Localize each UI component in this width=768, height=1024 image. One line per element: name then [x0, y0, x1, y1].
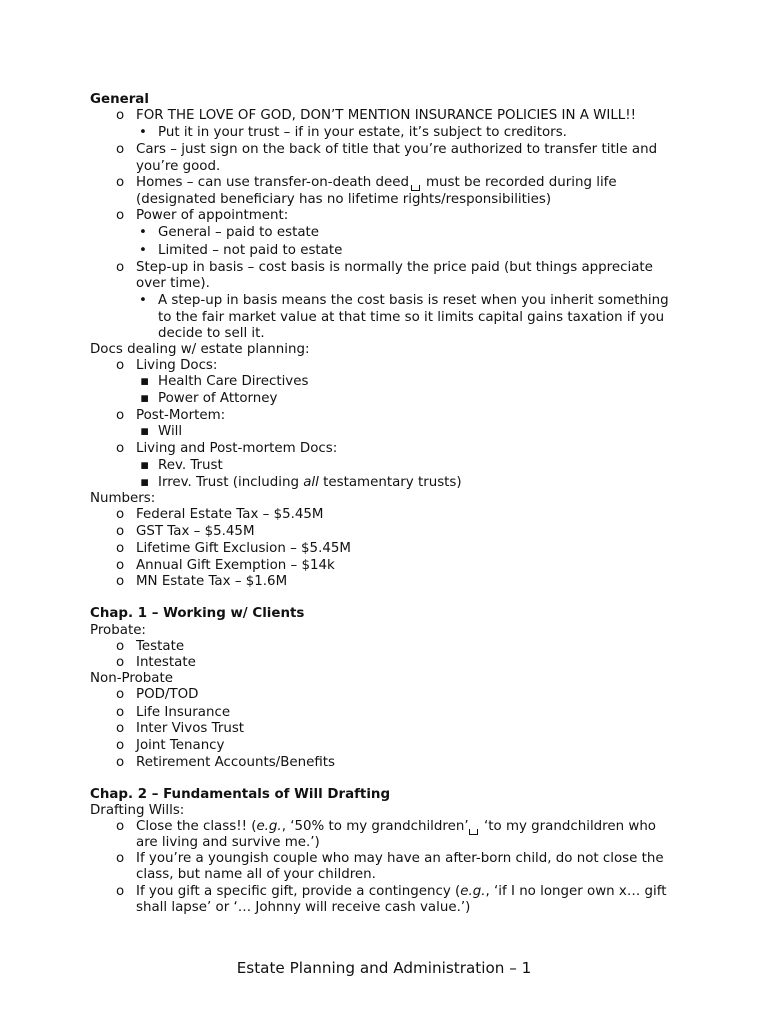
circle-marker: o [116, 358, 125, 373]
list-item: Federal Estate Tax – $5.45M [136, 507, 324, 522]
bullet-marker: • [139, 293, 147, 308]
square-marker: ▪ [140, 391, 150, 406]
subheading-nonprobate: Non-Probate [90, 671, 173, 686]
circle-marker: o [116, 208, 125, 223]
list-item-continued: class, but name all of your children. [136, 867, 376, 882]
circle-marker: o [116, 721, 125, 736]
list-item: Joint Tenancy [136, 738, 225, 753]
docs-heading: Docs dealing w/ estate planning: [90, 342, 310, 357]
list-item-continued: over time). [136, 276, 210, 291]
circle-marker: o [116, 175, 125, 190]
circle-marker: o [116, 260, 125, 275]
list-item: Retirement Accounts/Benefits [136, 755, 336, 770]
circle-marker: o [116, 558, 125, 573]
list-item: Intestate [136, 655, 196, 670]
list-item: If you gift a specific gift, provide a contingency (e.g., ‘if I no longer own x… gift [136, 884, 667, 899]
page-footer: Estate Planning and Administration – 1 [236, 959, 532, 977]
circle-marker: o [116, 655, 125, 670]
list-item: A step-up in basis means the cost basis is reset when you inherit something [158, 293, 669, 308]
square-marker: ▪ [140, 458, 150, 473]
list-item: GST Tax – $5.45M [136, 524, 255, 539]
circle-marker: o [116, 524, 125, 539]
arrow-icon [411, 185, 420, 191]
circle-marker: o [116, 142, 125, 157]
circle-marker: o [116, 755, 125, 770]
circle-marker: o [116, 408, 125, 423]
list-item: Life Insurance [136, 705, 231, 720]
list-item: General – paid to estate [158, 225, 320, 240]
bullet-marker: • [139, 125, 147, 140]
list-item: Will [158, 424, 183, 439]
list-item: If you’re a youngish couple who may have an after-born child, do not close the [136, 851, 664, 866]
arrow-icon [469, 829, 478, 835]
list-item-continued: decide to sell it. [158, 326, 265, 341]
circle-marker: o [116, 441, 125, 456]
list-item-continued: shall lapse’ or ‘… Johnny will receive cash value.’) [136, 900, 471, 915]
list-item: Close the class!! (e.g., ‘50% to my grandchildren’ [136, 819, 469, 834]
list-item-continued: must be recorded during life [426, 175, 617, 190]
list-item-continued: (designated beneficiary has no lifetime rights/responsibilities) [136, 192, 552, 207]
circle-marker: o [116, 639, 125, 654]
list-item: Power of appointment: [136, 208, 289, 223]
circle-marker: o [116, 108, 125, 123]
list-item-continued: ‘to my grandchildren who [484, 819, 656, 834]
list-item: Irrev. Trust (including all testamentary trusts) [158, 475, 462, 490]
list-item: Health Care Directives [158, 374, 309, 389]
list-item: Lifetime Gift Exclusion – $5.45M [136, 541, 351, 556]
list-item: Living Docs: [136, 358, 218, 373]
bullet-marker: • [139, 225, 147, 240]
subheading-probate: Probate: [90, 623, 146, 638]
circle-marker: o [116, 884, 125, 899]
list-item: Inter Vivos Trust [136, 721, 245, 736]
list-item: Living and Post-mortem Docs: [136, 441, 338, 456]
circle-marker: o [116, 819, 125, 834]
square-marker: ▪ [140, 374, 150, 389]
list-item: Cars – just sign on the back of title that you’re authorized to transfer title and [136, 142, 658, 157]
list-item: Testate [136, 639, 185, 654]
list-item: Homes – can use transfer-on-death deed [136, 175, 410, 190]
list-item-continued: to the fair market value at that time so it limits capital gains taxation if you [158, 310, 665, 325]
list-item: MN Estate Tax – $1.6M [136, 574, 288, 589]
circle-marker: o [116, 851, 125, 866]
list-item: Post-Mortem: [136, 408, 226, 423]
list-item-continued: are living and survive me.’) [136, 835, 320, 850]
list-item: Step-up in basis – cost basis is normally the price paid (but things appreciate [136, 260, 653, 275]
circle-marker: o [116, 574, 125, 589]
bullet-marker: • [139, 243, 147, 258]
square-marker: ▪ [140, 475, 150, 490]
circle-marker: o [116, 738, 125, 753]
section-heading-chap2: Chap. 2 – Fundamentals of Will Drafting [90, 787, 391, 802]
list-item: POD/TOD [136, 687, 199, 702]
list-item: Limited – not paid to estate [158, 243, 343, 258]
section-heading-general: General [90, 92, 149, 107]
circle-marker: o [116, 507, 125, 522]
subheading-drafting: Drafting Wills: [90, 803, 185, 818]
circle-marker: o [116, 541, 125, 556]
list-item-continued: you’re good. [136, 159, 221, 174]
square-marker: ▪ [140, 424, 150, 439]
circle-marker: o [116, 687, 125, 702]
list-item: FOR THE LOVE OF GOD, DON’T MENTION INSURANCE POLICIES IN A WILL!! [136, 108, 637, 123]
list-item: Power of Attorney [158, 391, 278, 406]
circle-marker: o [116, 705, 125, 720]
numbers-heading: Numbers: [90, 491, 156, 506]
list-item: Rev. Trust [158, 458, 223, 473]
section-heading-chap1: Chap. 1 – Working w/ Clients [90, 606, 305, 621]
list-item: Put it in your trust – if in your estate, it’s subject to creditors. [158, 125, 567, 140]
list-item: Annual Gift Exemption – $14k [136, 558, 335, 573]
